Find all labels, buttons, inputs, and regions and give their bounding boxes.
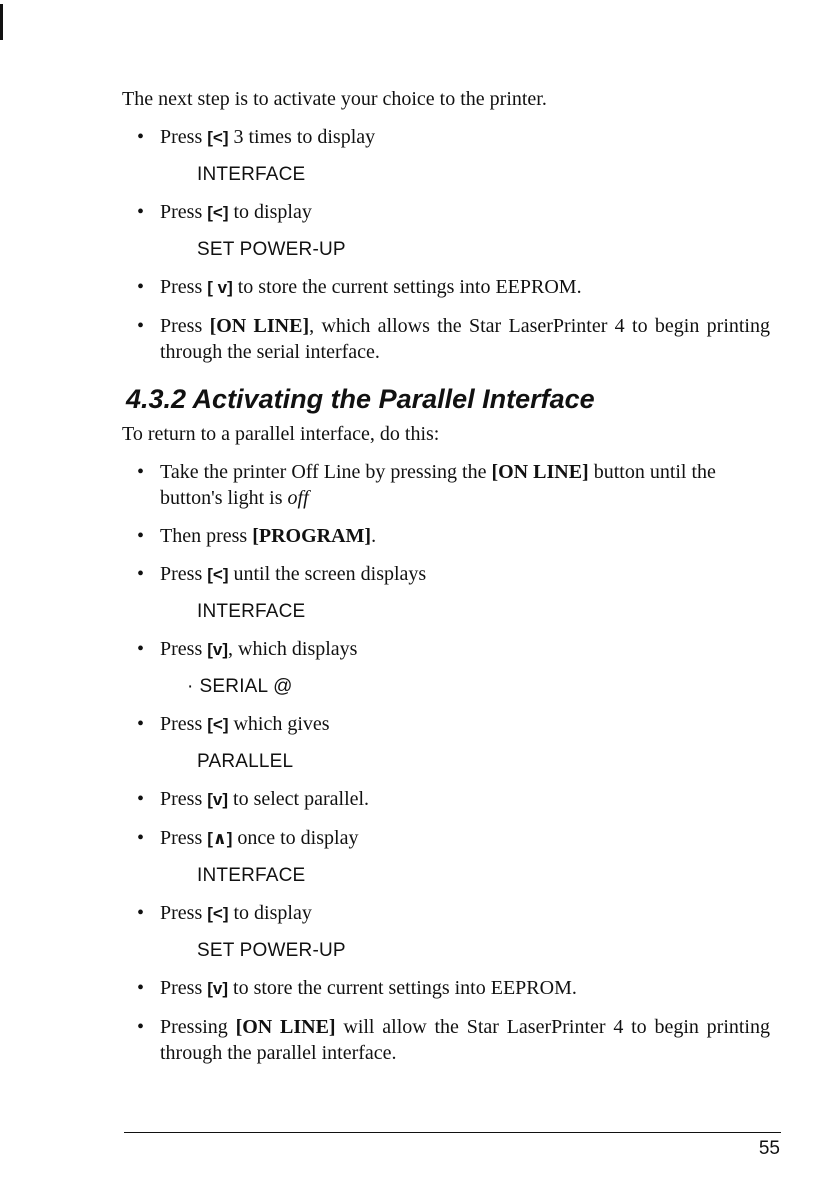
bullet: • <box>137 1016 145 1038</box>
bullet: • <box>137 461 145 483</box>
key-label: [<] <box>207 715 229 734</box>
display-text: PARALLEL <box>197 751 294 772</box>
bullet: • <box>137 827 145 849</box>
list-item: • Press [v] to select parallel. <box>137 788 370 810</box>
list-item: • Press [<] which gives <box>137 713 330 735</box>
bullet: • <box>137 525 145 547</box>
list-item: • Press [<] to display <box>137 902 312 924</box>
list-item: • Press [ON LINE], which allows the Star LaserPrinter 4 to begin printing through the serial interface. <box>137 315 770 363</box>
section-heading: 4.3.2 Activating the Parallel Interface <box>126 384 595 414</box>
intro-paragraph: The next step is to activate your choice to the printer. <box>122 88 547 110</box>
display-text: SET POWER-UP <box>197 940 346 961</box>
display-text: · SERIAL @ <box>187 676 293 697</box>
bullet: • <box>137 201 145 223</box>
list-item: • Press [∧] once to display <box>137 827 359 849</box>
list-item: • Pressing [ON LINE] will allow the Star LaserPrinter 4 to begin printing through the parallel interface. <box>137 1016 770 1064</box>
bullet: • <box>137 563 145 585</box>
section-intro: To return to a parallel interface, do this: <box>122 423 440 445</box>
key-label: [PROGRAM] <box>252 525 372 547</box>
list-item: • Press [<] 3 times to display <box>137 126 376 148</box>
key-label: [ v] <box>207 278 233 297</box>
list-item: • Press [<] until the screen displays <box>137 563 427 585</box>
key-label: [<] <box>207 565 229 584</box>
display-dot: · <box>187 676 194 697</box>
key-label: [ON LINE] <box>209 315 310 337</box>
list-item: • Press [v] to store the current settings into EEPROM. <box>137 977 577 999</box>
list-item: • Press [ v] to store the current settings into EEPROM. <box>137 276 582 298</box>
parallel-steps-list <box>122 459 770 1066</box>
bullet: • <box>137 315 145 337</box>
list-item: • Then press [PROGRAM]. <box>137 525 377 547</box>
list-item: • Press [v], which displays <box>137 638 358 660</box>
key-label: [<] <box>207 904 229 923</box>
key-label: [v] <box>207 790 229 809</box>
key-label: [<] <box>207 203 229 222</box>
key-label: [v] <box>207 979 229 998</box>
bullet: • <box>137 713 145 735</box>
display-text: SET POWER-UP <box>197 239 346 260</box>
footer-rule <box>124 1132 781 1133</box>
scan-edge-mark <box>0 4 3 40</box>
key-label: [ON LINE] <box>491 461 589 483</box>
list-item: • Take the printer Off Line by pressing the [ON LINE] button until the button's light is off <box>137 461 716 509</box>
key-label: [∧] <box>207 829 233 848</box>
manual-page <box>122 86 770 1078</box>
bullet: • <box>137 638 145 660</box>
list-item: • Press [<] to display <box>137 201 312 223</box>
key-label: [ON LINE] <box>235 1016 336 1038</box>
bullet: • <box>137 902 145 924</box>
key-label: [<] <box>207 128 229 147</box>
emphasis: off <box>287 487 309 509</box>
serial-steps-list <box>122 124 770 365</box>
display-text: INTERFACE <box>197 164 306 185</box>
bullet: • <box>137 126 145 148</box>
key-label: [v] <box>207 640 229 659</box>
bullet: • <box>137 788 145 810</box>
display-text: INTERFACE <box>197 601 306 622</box>
bullet: • <box>137 977 145 999</box>
display-text: INTERFACE <box>197 865 306 886</box>
bullet: • <box>137 276 145 298</box>
page-number: 55 <box>758 1138 780 1159</box>
